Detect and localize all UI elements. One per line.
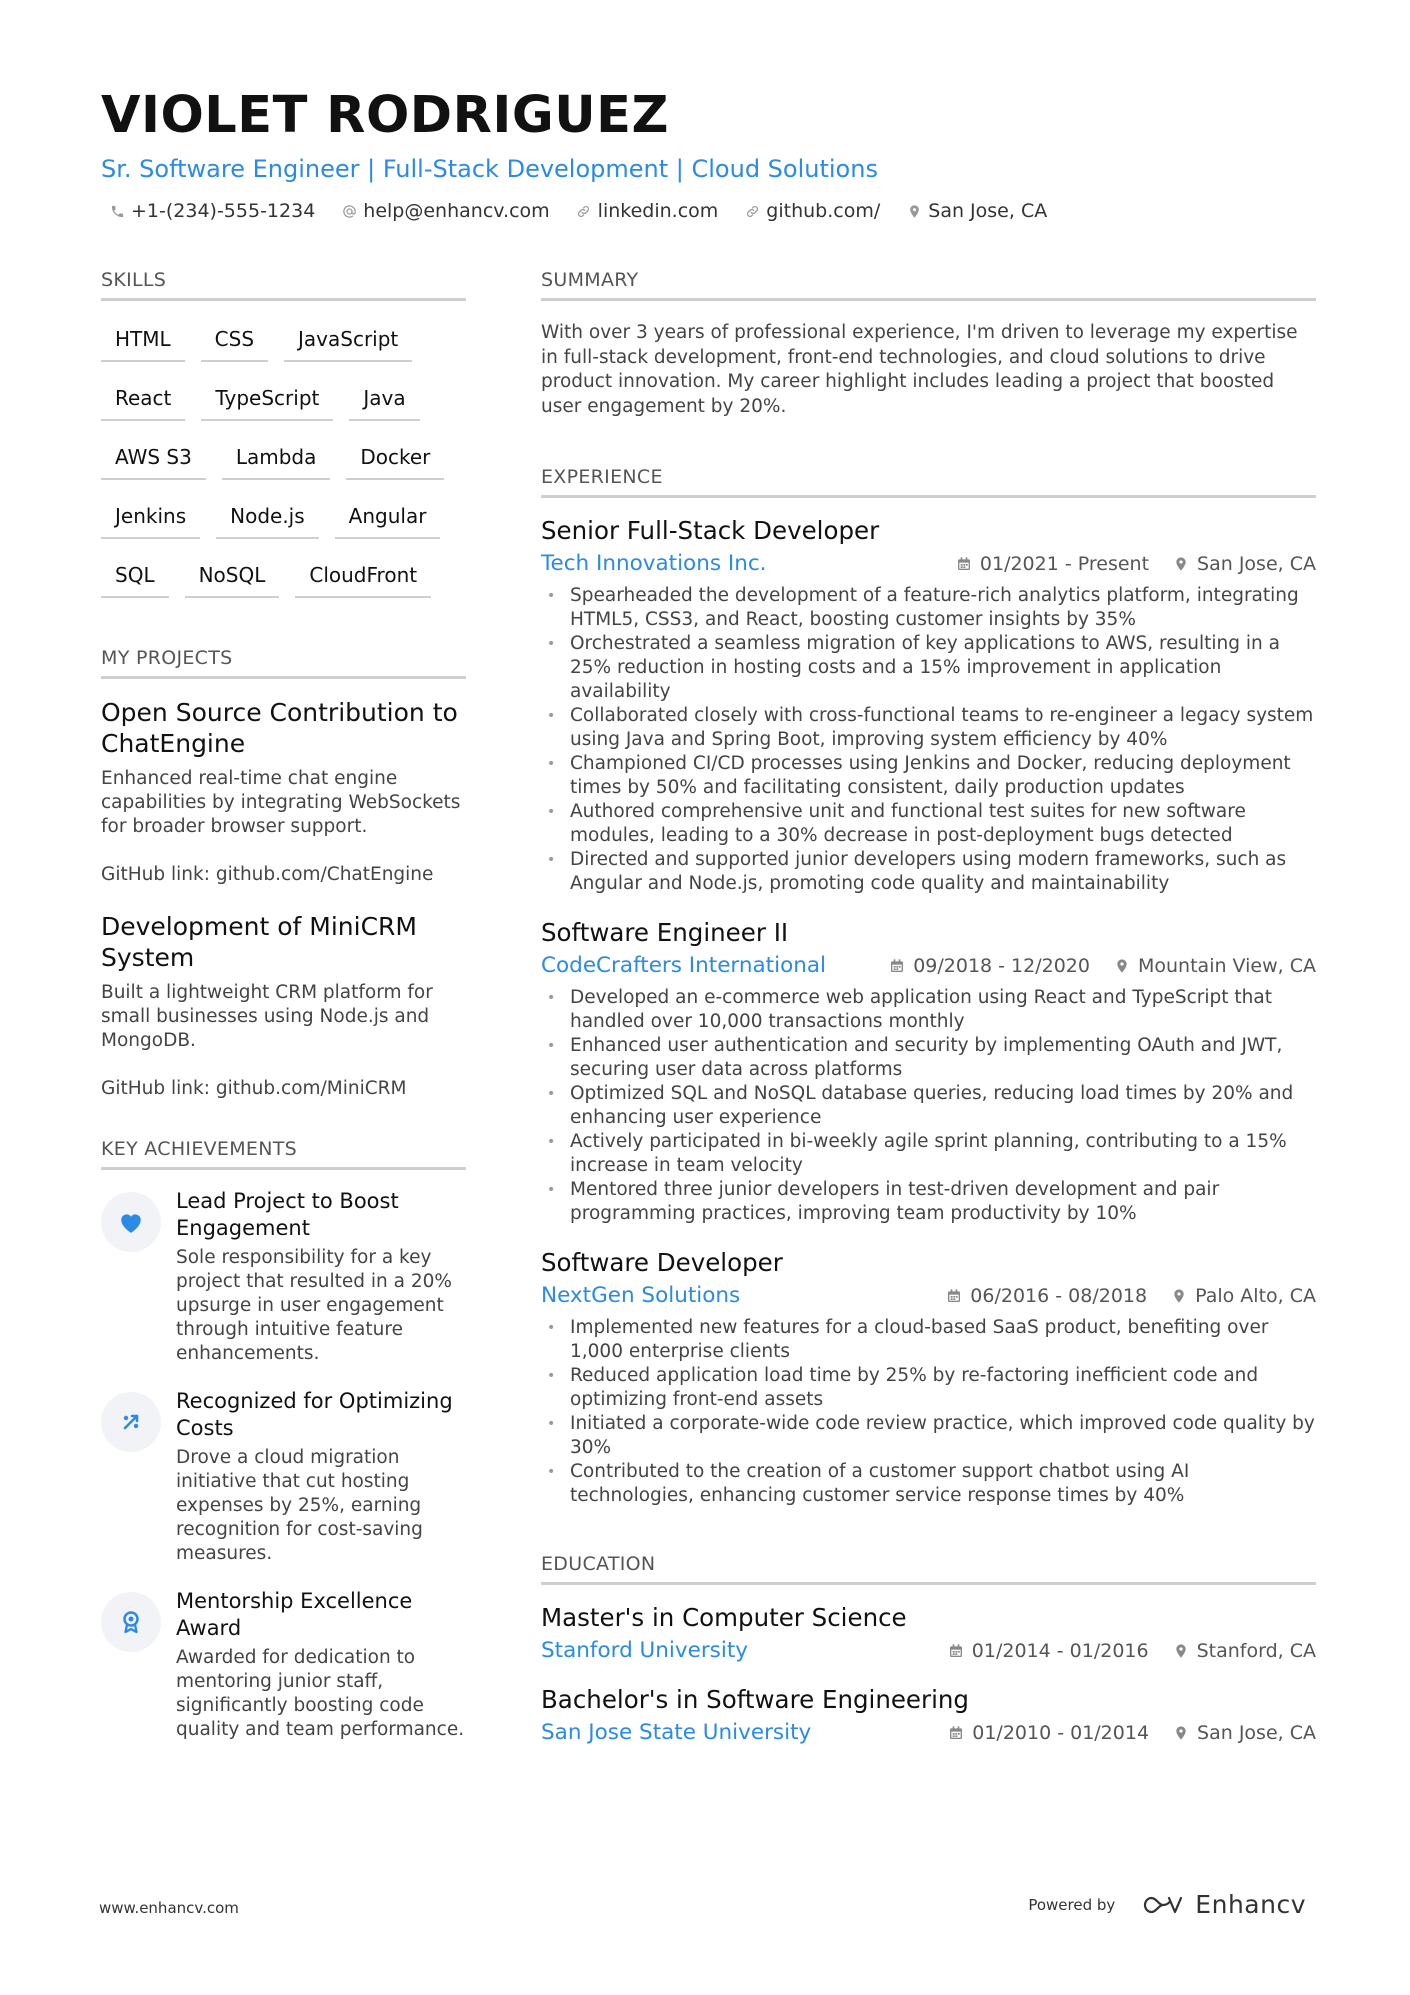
skill-tag: Docker bbox=[346, 437, 444, 480]
job-bullet: • Spearheaded the development of a feature-rich analytics platform, integrating HTML5, CSS3, and React, boosting customer insights by 35% bbox=[541, 584, 1316, 632]
job-bullet: • Developed an e-commerce web application using React and TypeScript that handled over 10,000 transactions monthly bbox=[541, 986, 1316, 1034]
location-pin-icon bbox=[1173, 1725, 1189, 1741]
project-title: Open Source Contribution to ChatEngine bbox=[101, 698, 458, 758]
left-column bbox=[101, 268, 466, 1742]
education-dates: 01/2014 - 01/2016 bbox=[971, 1640, 1149, 1662]
achievement-body bbox=[176, 1588, 466, 1742]
job-dates: 09/2018 - 12/2020 bbox=[913, 955, 1090, 977]
education-heading: EDUCATION bbox=[541, 1552, 1316, 1585]
achievement-title: Lead Project to Boost Engagement bbox=[176, 1189, 399, 1240]
education-degree: Master's in Computer Science bbox=[541, 1603, 907, 1632]
job-entry bbox=[541, 918, 1316, 1226]
skill-tag: React bbox=[101, 378, 185, 421]
job-meta bbox=[541, 952, 1316, 980]
project-link[interactable]: GitHub link: github.com/ChatEngine bbox=[101, 864, 434, 885]
achievement-item bbox=[101, 1388, 466, 1566]
education-meta bbox=[541, 1719, 1316, 1747]
job-bullet: • Orchestrated a seamless migration of key applications to AWS, resulting in a 25% reduction in hosting costs and a 15% improvement in application availability bbox=[541, 632, 1316, 704]
summary-text: With over 3 years of professional experience, I'm driven to leverage my expertise in full-stack development, front-end technologies, and cloud solutions to drive product innovation. My career highlight includes leading a project that boosted user engagement by 20%. bbox=[541, 322, 1298, 417]
percent-icon bbox=[101, 1392, 161, 1452]
project-title: Development of MiniCRM System bbox=[101, 912, 417, 972]
location-pin-icon bbox=[1173, 556, 1189, 572]
education-entry bbox=[541, 1685, 1316, 1747]
job-bullet: • Directed and supported junior developers using modern frameworks, such as Angular and Node.js, promoting code quality and maintainability bbox=[541, 848, 1316, 896]
skill-tag: Lambda bbox=[222, 437, 331, 480]
heart-icon bbox=[101, 1192, 161, 1252]
award-icon bbox=[101, 1592, 161, 1652]
job-location: San Jose, CA bbox=[1197, 553, 1316, 575]
job-bullet: • Enhanced user authentication and security by implementing OAuth and JWT, securing user data across platforms bbox=[541, 1034, 1316, 1082]
project-item bbox=[101, 697, 466, 887]
job-company: CodeCrafters International bbox=[541, 953, 827, 978]
project-description: Built a lightweight CRM platform for small businesses using Node.js and MongoDB. bbox=[101, 982, 433, 1051]
job-dates: 01/2021 - Present bbox=[979, 553, 1150, 575]
achievement-item bbox=[101, 1188, 466, 1366]
job-company: Tech Innovations Inc. bbox=[541, 551, 767, 576]
contact-location bbox=[906, 200, 1047, 222]
job-bullet: • Initiated a corporate-wide code review practice, which improved code quality by 30% bbox=[541, 1412, 1316, 1460]
skill-tag: JavaScript bbox=[284, 319, 412, 362]
achievement-description: Drove a cloud migration initiative that cut hosting expenses by 25%, earning recognition for cost-saving measures. bbox=[176, 1447, 423, 1564]
job-date-location bbox=[956, 553, 1316, 575]
achievement-title: Mentorship Excellence Award bbox=[176, 1589, 413, 1640]
skills-heading: SKILLS bbox=[101, 268, 466, 301]
achievements-heading: KEY ACHIEVEMENTS bbox=[101, 1137, 466, 1170]
achievement-title: Recognized for Optimizing Costs bbox=[176, 1389, 453, 1440]
contact-email[interactable] bbox=[341, 200, 549, 222]
github-text: github.com/ bbox=[766, 200, 881, 222]
job-entry bbox=[541, 516, 1316, 896]
skill-tag: NoSQL bbox=[185, 555, 280, 598]
powered-by-label: Powered by bbox=[1028, 1895, 1116, 1914]
right-column bbox=[541, 268, 1316, 1747]
contact-bar bbox=[101, 200, 1321, 222]
skill-tag: HTML bbox=[101, 319, 185, 362]
project-link[interactable]: GitHub link: github.com/MiniCRM bbox=[101, 1078, 407, 1099]
achievement-body bbox=[176, 1388, 466, 1566]
job-date-location bbox=[946, 1285, 1316, 1307]
education-meta bbox=[541, 1637, 1316, 1665]
education-dates: 01/2010 - 01/2014 bbox=[972, 1722, 1150, 1744]
job-meta bbox=[541, 1282, 1316, 1310]
skills-list bbox=[101, 319, 466, 614]
contact-phone bbox=[109, 200, 315, 222]
job-bullet: • Contributed to the creation of a customer support chatbot using AI technologies, enhancing customer service response times by 40% bbox=[541, 1460, 1316, 1508]
skill-tag: CloudFront bbox=[295, 555, 431, 598]
skill-tag: Angular bbox=[335, 496, 441, 539]
location-pin-icon bbox=[906, 203, 922, 219]
job-bullet: • Mentored three junior developers in test-driven development and pair programming practices, improving team productivity by 10% bbox=[541, 1178, 1316, 1226]
summary-heading: SUMMARY bbox=[541, 268, 1316, 301]
location-pin-icon bbox=[1173, 1643, 1189, 1659]
achievement-description: Sole responsibility for a key project that resulted in a 20% upsurge in user engagement through intuitive feature enhancements. bbox=[176, 1247, 452, 1364]
phone-text: +1-(234)-555-1234 bbox=[131, 200, 316, 222]
contact-linkedin[interactable] bbox=[576, 200, 719, 222]
job-date-location bbox=[889, 955, 1316, 977]
education-school: San Jose State University bbox=[541, 1720, 812, 1745]
calendar-icon bbox=[889, 958, 905, 974]
job-location: Mountain View, CA bbox=[1138, 955, 1316, 977]
job-title: Software Developer bbox=[541, 1248, 783, 1277]
experience-heading: EXPERIENCE bbox=[541, 465, 1316, 498]
job-company: NextGen Solutions bbox=[541, 1283, 741, 1308]
job-bullets bbox=[541, 584, 1316, 896]
job-bullet: • Collaborated closely with cross-functional teams to re-engineer a legacy system using Java and Spring Boot, improving system efficiency by 40% bbox=[541, 704, 1316, 752]
job-meta bbox=[541, 550, 1316, 578]
enhancv-logo-icon bbox=[1141, 1894, 1185, 1916]
link-icon bbox=[576, 203, 592, 219]
location-text: San Jose, CA bbox=[928, 200, 1048, 222]
job-bullet: • Championed CI/CD processes using Jenkins and Docker, reducing deployment times by 50% and facilitating consistent, daily production updates bbox=[541, 752, 1316, 800]
candidate-tagline: Sr. Software Engineer | Full-Stack Development | Cloud Solutions bbox=[101, 155, 878, 183]
skill-tag: AWS S3 bbox=[101, 437, 206, 480]
skill-tag: Jenkins bbox=[101, 496, 200, 539]
job-entry bbox=[541, 1248, 1316, 1508]
job-bullet: • Actively participated in bi-weekly agile sprint planning, contributing to a 15% increase in team velocity bbox=[541, 1130, 1316, 1178]
contact-github[interactable] bbox=[744, 200, 880, 222]
job-bullets bbox=[541, 1316, 1316, 1508]
calendar-icon bbox=[948, 1643, 964, 1659]
job-bullets bbox=[541, 986, 1316, 1226]
achievement-item bbox=[101, 1588, 466, 1742]
job-bullet: • Optimized SQL and NoSQL database queries, reducing load times by 20% and enhancing user experience bbox=[541, 1082, 1316, 1130]
achievement-body bbox=[176, 1188, 466, 1366]
skill-tag: Java bbox=[349, 378, 419, 421]
education-degree: Bachelor's in Software Engineering bbox=[541, 1685, 969, 1714]
job-title: Senior Full-Stack Developer bbox=[541, 516, 880, 545]
calendar-icon bbox=[948, 1725, 964, 1741]
education-date-location bbox=[948, 1640, 1316, 1662]
education-location: Stanford, CA bbox=[1196, 1640, 1316, 1662]
project-item bbox=[101, 911, 466, 1101]
footer-branding bbox=[1028, 1890, 1306, 1919]
job-bullet: • Authored comprehensive unit and functional test suites for new software modules, leading to a 30% decrease in post-deployment bugs detected bbox=[541, 800, 1316, 848]
brand-name: Enhancv bbox=[1195, 1890, 1306, 1919]
at-sign-icon bbox=[341, 203, 357, 219]
education-school: Stanford University bbox=[541, 1638, 749, 1663]
project-description: Enhanced real-time chat engine capabilities by integrating WebSockets for broader browser support. bbox=[101, 768, 461, 837]
job-dates: 06/2016 - 08/2018 bbox=[970, 1285, 1148, 1307]
education-location: San Jose, CA bbox=[1197, 1722, 1316, 1744]
skill-tag: CSS bbox=[201, 319, 268, 362]
skill-tag: SQL bbox=[101, 555, 169, 598]
skill-tag: TypeScript bbox=[201, 378, 333, 421]
resume-header bbox=[101, 86, 1321, 222]
achievement-description: Awarded for dedication to mentoring junior staff, significantly boosting code quality and team performance. bbox=[176, 1647, 465, 1740]
phone-icon bbox=[109, 203, 125, 219]
link-icon bbox=[744, 203, 760, 219]
job-title: Software Engineer II bbox=[541, 918, 789, 947]
job-location: Palo Alto, CA bbox=[1195, 1285, 1316, 1307]
education-date-location bbox=[948, 1722, 1316, 1744]
job-bullet: • Implemented new features for a cloud-based SaaS product, benefiting over 1,000 enterprise clients bbox=[541, 1316, 1316, 1364]
email-text: help@enhancv.com bbox=[363, 200, 550, 222]
candidate-name: VIOLET RODRIGUEZ bbox=[101, 86, 669, 145]
calendar-icon bbox=[946, 1288, 962, 1304]
education-entry bbox=[541, 1603, 1316, 1665]
location-pin-icon bbox=[1114, 958, 1130, 974]
job-bullet: • Reduced application load time by 25% by re-factoring inefficient code and optimizing front-end assets bbox=[541, 1364, 1316, 1412]
footer-website[interactable]: www.enhancv.com bbox=[99, 1899, 239, 1917]
linkedin-text: linkedin.com bbox=[597, 200, 719, 222]
calendar-icon bbox=[956, 556, 972, 572]
skill-tag: Node.js bbox=[216, 496, 319, 539]
location-pin-icon bbox=[1171, 1288, 1187, 1304]
projects-heading: MY PROJECTS bbox=[101, 646, 466, 679]
